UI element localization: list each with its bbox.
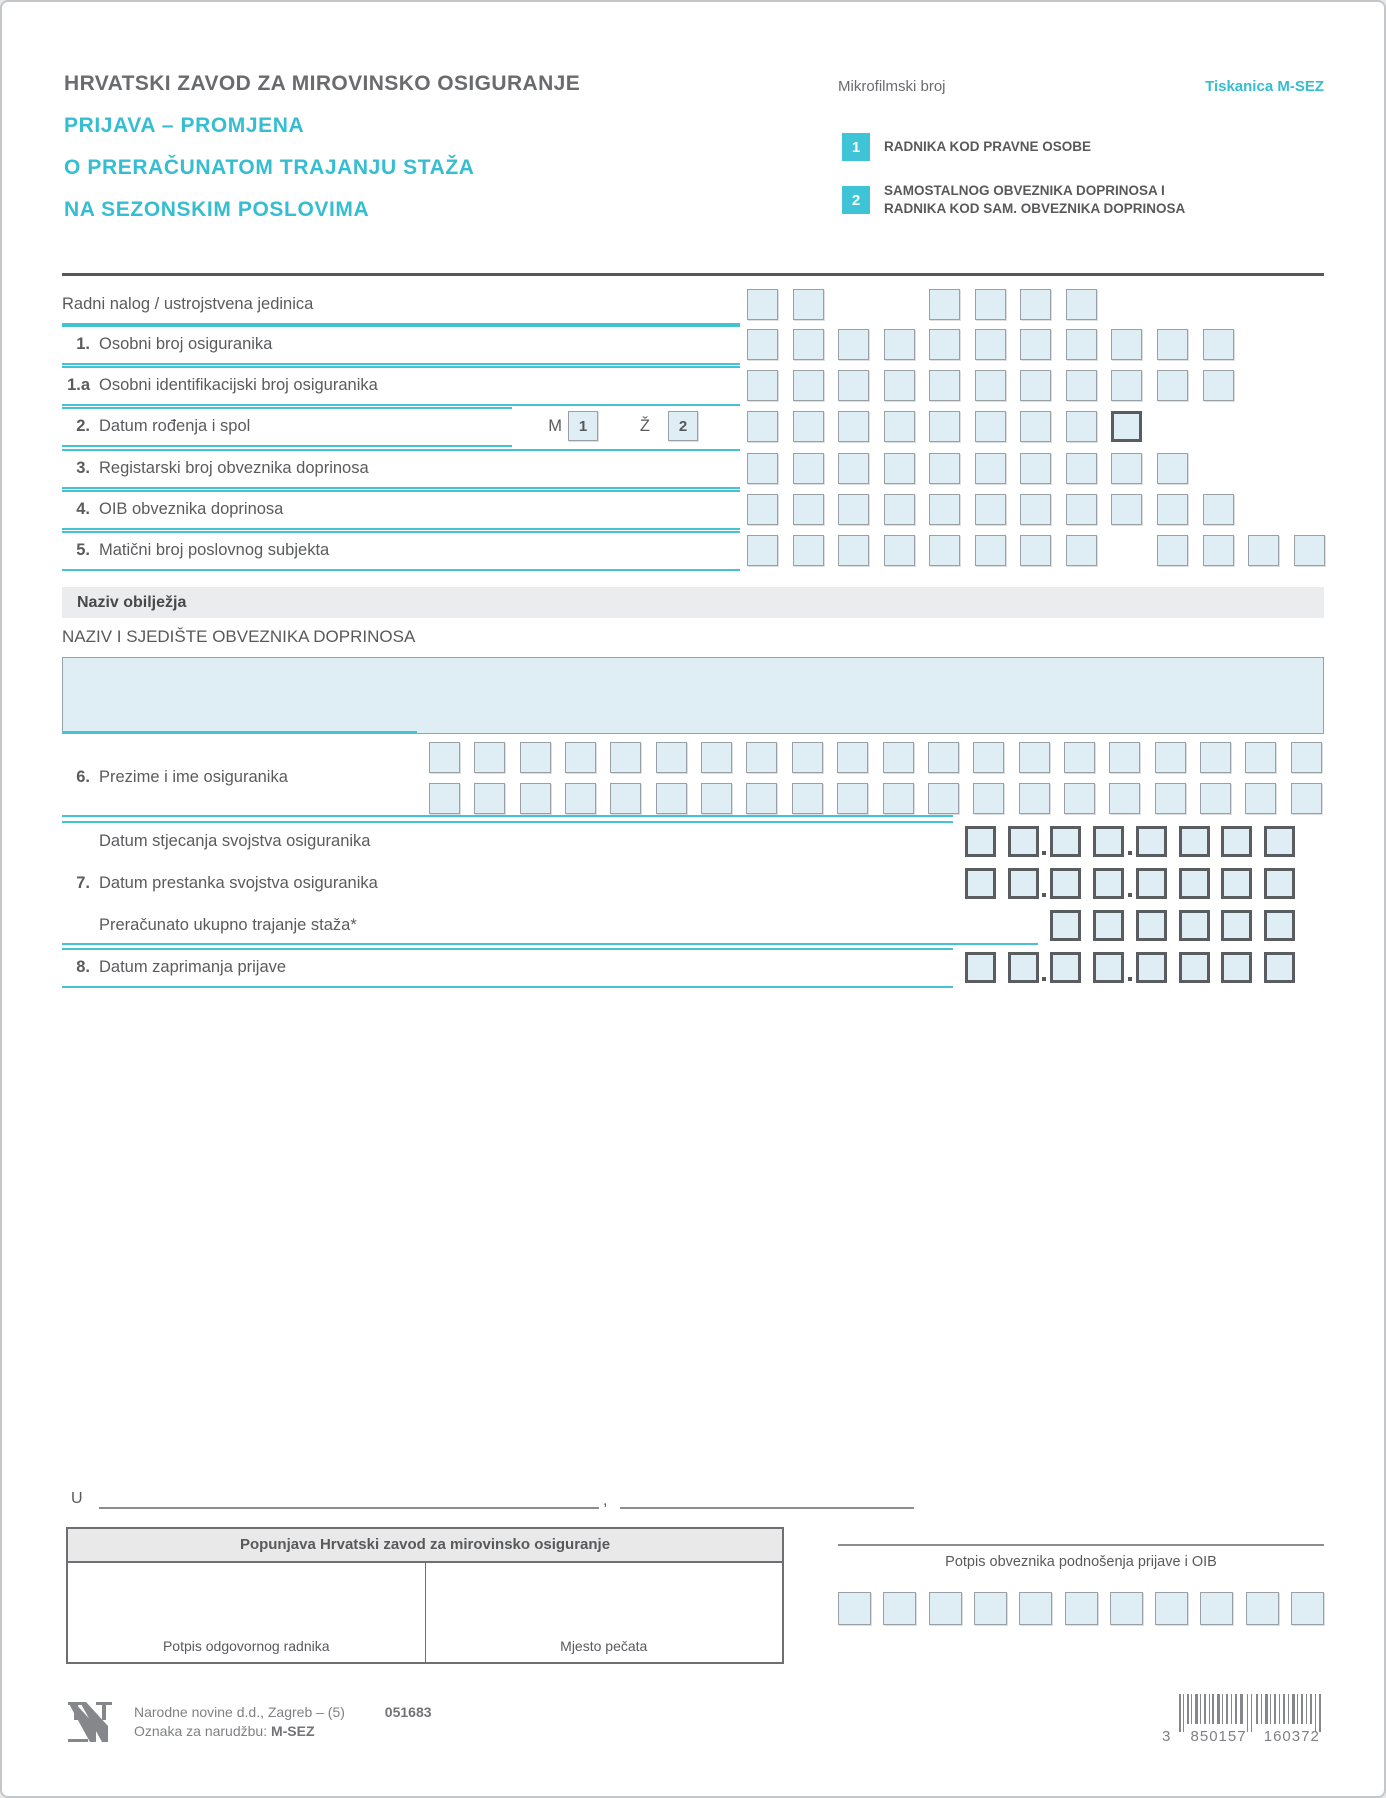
option-2-label-line-1: SAMOSTALNOG OBVEZNIKA DOPRINOSA I	[884, 183, 1165, 198]
entry-box[interactable]	[1179, 952, 1210, 983]
entry-box[interactable]	[1066, 535, 1097, 566]
separator-line	[62, 407, 512, 409]
field-row-number: 3.	[76, 459, 90, 477]
entry-box[interactable]	[1221, 826, 1252, 857]
entry-box[interactable]	[1221, 952, 1252, 983]
order-label: Oznaka za narudžbu:	[134, 1723, 268, 1739]
entry-box[interactable]	[701, 783, 732, 814]
entry-box[interactable]	[1155, 1592, 1188, 1625]
entry-box[interactable]	[1157, 535, 1188, 566]
publisher-line	[134, 1704, 432, 1721]
field-row-number: 2.	[76, 417, 90, 435]
entry-box[interactable]	[1050, 868, 1081, 899]
entry-box[interactable]	[1050, 952, 1081, 983]
entry-box[interactable]	[884, 329, 915, 360]
header-divider-rule	[62, 273, 1324, 276]
entry-box[interactable]	[1157, 494, 1188, 525]
entry-box[interactable]	[1020, 411, 1051, 442]
entry-box[interactable]	[838, 494, 869, 525]
form-code-label: Tiskanica M-SEZ	[1205, 78, 1324, 95]
field-row-label: Radni nalog / ustrojstvena jedinica	[62, 295, 314, 313]
entry-box[interactable]	[610, 783, 641, 814]
separator-line	[62, 528, 740, 530]
sex-male-label: M	[548, 417, 562, 435]
entry-box[interactable]	[1157, 453, 1188, 484]
microfilm-number-label: Mikrofilmski broj	[838, 78, 946, 95]
entry-box[interactable]	[793, 453, 824, 484]
date-separator-dot	[1042, 893, 1046, 897]
separator-line	[62, 531, 740, 533]
sex-female-code-box[interactable]: 2	[668, 411, 698, 441]
entry-box[interactable]	[928, 783, 959, 814]
entry-box[interactable]	[1020, 329, 1051, 360]
entry-box[interactable]	[1093, 952, 1124, 983]
entry-box[interactable]	[747, 453, 778, 484]
row6-label: Prezime i ime osiguranika	[99, 768, 288, 786]
row7-label-datum-prestanka: Datum prestanka svojstva osiguranika	[99, 874, 378, 892]
entry-box[interactable]	[965, 826, 996, 857]
entry-box[interactable]	[965, 868, 996, 899]
entry-box[interactable]	[1200, 783, 1231, 814]
entry-box[interactable]	[974, 1592, 1007, 1625]
entry-box[interactable]	[656, 783, 687, 814]
entry-box[interactable]	[929, 453, 960, 484]
entry-box[interactable]	[1066, 329, 1097, 360]
entry-box[interactable]	[1019, 783, 1050, 814]
separator-line	[62, 445, 512, 447]
entry-box[interactable]	[1066, 411, 1097, 442]
entry-box[interactable]	[1264, 868, 1295, 899]
entry-box[interactable]	[1245, 783, 1276, 814]
hzmo-office-table	[66, 1527, 784, 1664]
date-separator-dot	[1128, 893, 1132, 897]
row8-number: 8.	[76, 958, 90, 976]
entry-box[interactable]	[975, 370, 1006, 401]
sex-female-label: Ž	[639, 417, 650, 435]
entry-box[interactable]	[1093, 826, 1124, 857]
obligor-signature-label: Potpis obveznika podnošenja prijave i OIB	[945, 1554, 1217, 1570]
date-separator-dot	[1128, 977, 1132, 981]
entry-box[interactable]	[474, 742, 505, 773]
option-1-badge: 1	[842, 133, 870, 161]
entry-box[interactable]	[884, 494, 915, 525]
entry-box[interactable]	[1264, 910, 1295, 941]
date-separator-dot	[1128, 851, 1132, 855]
entry-box[interactable]	[793, 494, 824, 525]
entry-box[interactable]	[929, 289, 960, 320]
entry-box[interactable]	[1111, 494, 1142, 525]
entry-box[interactable]	[929, 329, 960, 360]
print-code: 051683	[384, 1704, 432, 1720]
date-entry-line[interactable]	[620, 1507, 914, 1509]
entry-box[interactable]	[838, 535, 869, 566]
entry-box[interactable]	[837, 742, 868, 773]
entry-box[interactable]	[747, 289, 778, 320]
entry-box[interactable]	[837, 783, 868, 814]
entry-box[interactable]	[838, 411, 869, 442]
separator-line	[62, 943, 1038, 945]
attribute-name-bar: Naziv obilježja	[62, 587, 1324, 618]
separator-line	[62, 487, 740, 489]
entry-box[interactable]	[1020, 494, 1051, 525]
entry-box[interactable]	[928, 742, 959, 773]
entry-box[interactable]	[656, 742, 687, 773]
row7-label-preracunato-staz: Preračunato ukupno trajanje staža*	[99, 916, 357, 934]
entry-box[interactable]	[1157, 329, 1188, 360]
entry-box[interactable]	[1136, 952, 1167, 983]
field-row-label: Datum rođenja i spol	[99, 417, 251, 435]
entry-box[interactable]	[793, 370, 824, 401]
entry-box[interactable]	[973, 742, 1004, 773]
entry-box[interactable]	[429, 742, 460, 773]
entry-box[interactable]	[975, 329, 1006, 360]
entry-box[interactable]	[747, 494, 778, 525]
entry-box[interactable]	[884, 453, 915, 484]
entry-box[interactable]	[929, 370, 960, 401]
entry-box[interactable]	[838, 453, 869, 484]
entry-box[interactable]	[1203, 370, 1234, 401]
entry-box[interactable]	[1050, 826, 1081, 857]
field-row-number: 1.	[76, 335, 90, 353]
field-row-label: Matični broj poslovnog subjekta	[99, 541, 330, 559]
entry-box[interactable]	[1111, 453, 1142, 484]
entry-box[interactable]	[1155, 783, 1186, 814]
place-prefix: U	[71, 1490, 83, 1507]
row7-label-datum-stjecanja: Datum stjecanja svojstva osiguranika	[99, 832, 371, 850]
field-row-label: Osobni identifikacijski broj osiguranika	[99, 376, 378, 394]
entry-box[interactable]	[884, 411, 915, 442]
entry-box[interactable]	[838, 1592, 871, 1625]
entry-box[interactable]	[1019, 742, 1050, 773]
entry-box[interactable]	[929, 535, 960, 566]
entry-box[interactable]	[1019, 1592, 1052, 1625]
narodne-novine-logo	[66, 1700, 120, 1744]
entry-box[interactable]	[1221, 910, 1252, 941]
entry-box[interactable]	[1064, 783, 1095, 814]
entry-box[interactable]	[975, 289, 1006, 320]
separator-line	[62, 731, 417, 733]
entry-box[interactable]	[929, 494, 960, 525]
entry-box[interactable]	[929, 1592, 962, 1625]
option-2-badge: 2	[842, 186, 870, 214]
entry-box[interactable]	[1264, 952, 1295, 983]
separator-line	[62, 948, 953, 950]
hzmo-table-header: Popunjava Hrvatski zavod za mirovinsko osiguranje	[68, 1529, 782, 1563]
date-separator-dot	[1042, 977, 1046, 981]
place-separator: ,	[603, 1492, 608, 1509]
entry-box[interactable]	[1008, 826, 1039, 857]
entry-box[interactable]	[975, 453, 1006, 484]
entry-box[interactable]	[1109, 783, 1140, 814]
place-entry-line[interactable]	[99, 1507, 599, 1509]
entry-box[interactable]	[929, 411, 960, 442]
entry-box[interactable]	[793, 411, 824, 442]
entry-box[interactable]	[1020, 289, 1051, 320]
entry-box[interactable]	[1203, 535, 1234, 566]
entry-box[interactable]	[975, 535, 1006, 566]
entry-box[interactable]	[565, 742, 596, 773]
row7-number: 7.	[76, 874, 90, 892]
separator-line	[62, 815, 953, 817]
row8-label: Datum zaprimanja prijave	[99, 958, 287, 976]
entry-box[interactable]	[975, 494, 1006, 525]
entry-box[interactable]	[1200, 742, 1231, 773]
entry-box[interactable]	[1066, 370, 1097, 401]
entry-box[interactable]	[429, 783, 460, 814]
separator-line	[62, 821, 953, 823]
barcode-digits: 3 850157 160372	[1162, 1728, 1320, 1745]
entry-box[interactable]	[1111, 329, 1142, 360]
entry-box[interactable]	[1245, 742, 1276, 773]
entry-box[interactable]	[1050, 910, 1081, 941]
entry-box[interactable]	[1109, 742, 1140, 773]
entry-box[interactable]	[1179, 910, 1210, 941]
entry-box[interactable]	[883, 783, 914, 814]
separator-line	[62, 986, 953, 988]
entry-box[interactable]	[1136, 868, 1167, 899]
entry-box[interactable]	[747, 329, 778, 360]
entry-box[interactable]	[1065, 1592, 1098, 1625]
entry-box[interactable]	[1246, 1592, 1279, 1625]
entry-box[interactable]	[838, 370, 869, 401]
entry-box[interactable]	[838, 329, 869, 360]
entry-box[interactable]	[1110, 1592, 1143, 1625]
entry-box[interactable]	[565, 783, 596, 814]
entry-box[interactable]	[1294, 535, 1325, 566]
signature-clerk-cell[interactable]: Potpis odgovornog radnika	[162, 1638, 330, 1654]
entry-box[interactable]	[1291, 783, 1322, 814]
entry-box[interactable]	[975, 411, 1006, 442]
entry-box[interactable]	[792, 742, 823, 773]
form-title-line-1: PRIJAVA – PROMJENA	[64, 114, 305, 137]
separator-line	[62, 363, 740, 365]
row6-number: 6.	[76, 768, 90, 786]
entry-box[interactable]	[1008, 952, 1039, 983]
entry-box[interactable]	[701, 742, 732, 773]
entry-box[interactable]	[1020, 535, 1051, 566]
sex-male-code-box[interactable]: 1	[568, 411, 598, 441]
entry-box[interactable]	[1020, 453, 1051, 484]
separator-line	[62, 404, 740, 406]
separator-line	[62, 569, 740, 571]
entry-box[interactable]	[1157, 370, 1188, 401]
entry-box[interactable]	[1111, 370, 1142, 401]
entry-box[interactable]	[747, 370, 778, 401]
entry-box[interactable]	[520, 742, 551, 773]
entry-box[interactable]	[1203, 329, 1234, 360]
entry-box[interactable]	[1093, 868, 1124, 899]
entry-box[interactable]	[1179, 826, 1210, 857]
entry-box[interactable]	[1111, 411, 1142, 442]
form-title-line-3: NA SEZONSKIM POSLOVIMA	[64, 198, 370, 221]
entry-box[interactable]	[793, 535, 824, 566]
field-row-number: 1.a	[67, 376, 90, 394]
entry-box[interactable]	[610, 742, 641, 773]
entry-box[interactable]	[883, 742, 914, 773]
entry-box[interactable]	[793, 289, 824, 320]
form-title-line-2: O PRERAČUNATOM TRAJANJU STAŽA	[64, 156, 475, 179]
entry-box[interactable]	[474, 783, 505, 814]
field-row-label: Registarski broj obveznika doprinosa	[99, 459, 369, 477]
field-row-number: 5.	[76, 541, 90, 559]
option-1-label: RADNIKA KOD PRAVNE OSOBE	[884, 139, 1092, 154]
separator-line	[62, 325, 740, 327]
entry-box[interactable]	[746, 742, 777, 773]
entry-box[interactable]	[1221, 868, 1252, 899]
field-row-label: OIB obveznika doprinosa	[99, 500, 284, 518]
entry-box[interactable]	[883, 1592, 916, 1625]
entry-box[interactable]	[1291, 742, 1322, 773]
entry-box[interactable]	[1155, 742, 1186, 773]
entry-box[interactable]	[1066, 494, 1097, 525]
entry-box[interactable]	[1248, 535, 1279, 566]
date-separator-dot	[1042, 851, 1046, 855]
naziv-entry-field[interactable]	[62, 657, 1324, 734]
entry-box[interactable]	[1020, 370, 1051, 401]
entry-box[interactable]	[746, 783, 777, 814]
separator-line	[62, 366, 740, 368]
entry-box[interactable]	[1200, 1592, 1233, 1625]
entry-box[interactable]	[1136, 826, 1167, 857]
stamp-place-cell[interactable]: Mjesto pečata	[425, 1563, 783, 1662]
separator-line	[62, 490, 740, 492]
entry-box[interactable]	[1064, 742, 1095, 773]
entry-box[interactable]	[747, 535, 778, 566]
entry-box[interactable]	[973, 783, 1004, 814]
entry-box[interactable]	[520, 783, 551, 814]
order-code: M-SEZ	[270, 1723, 315, 1739]
entry-box[interactable]	[884, 370, 915, 401]
entry-box[interactable]	[965, 952, 996, 983]
entry-box[interactable]	[1066, 289, 1097, 320]
entry-box[interactable]	[1179, 868, 1210, 899]
entry-box[interactable]	[793, 329, 824, 360]
entry-box[interactable]	[884, 535, 915, 566]
entry-box[interactable]	[1008, 868, 1039, 899]
obligor-signature-line[interactable]	[838, 1544, 1324, 1546]
entry-box[interactable]	[1066, 453, 1097, 484]
entry-box[interactable]	[792, 783, 823, 814]
entry-box[interactable]	[747, 411, 778, 442]
organization-title: HRVATSKI ZAVOD ZA MIROVINSKO OSIGURANJE	[64, 72, 581, 95]
option-2-label-line-2: RADNIKA KOD SAM. OBVEZNIKA DOPRINOSA	[884, 201, 1186, 216]
publisher-name: Narodne novine d.d., Zagreb – (5)	[134, 1704, 345, 1720]
field-row-number: 4.	[76, 500, 90, 518]
order-line	[134, 1723, 315, 1740]
field-row-label: Osobni broj osiguranika	[99, 335, 273, 353]
entry-box[interactable]	[1291, 1592, 1324, 1625]
entry-box[interactable]	[1136, 910, 1167, 941]
separator-line	[62, 449, 740, 451]
entry-box[interactable]	[1093, 910, 1124, 941]
naziv-section-label: NAZIV I SJEDIŠTE OBVEZNIKA DOPRINOSA	[62, 627, 416, 646]
entry-box[interactable]	[1203, 494, 1234, 525]
entry-box[interactable]	[1264, 826, 1295, 857]
